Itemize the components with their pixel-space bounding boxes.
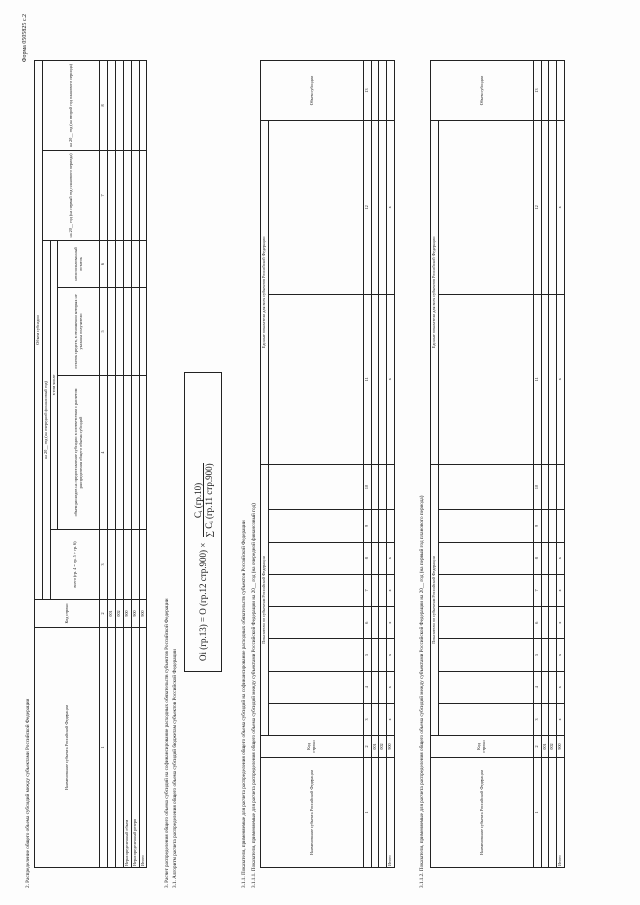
col-num: 9: [363, 510, 371, 542]
row-total: Итого: [139, 628, 147, 868]
col-num: 1: [533, 758, 541, 868]
col-group2: Единые показатели для всех субъектов Российской Федерации: [431, 121, 439, 465]
col-num: 7: [363, 574, 371, 606]
col-code: Код строки: [261, 736, 364, 758]
col-num: 2: [100, 600, 108, 628]
section-3112-title: 3.1.1.2. Показатели, применяемые для расчета распределения общего объема субсидий между субъектами Российской Федерации на 20__ год (на первый год планового периода): [419, 495, 425, 888]
table-row: [549, 61, 557, 868]
table-row: [541, 61, 549, 868]
col-sub1: объем расходов на предоставление субсидии в соответствии с расчетом распределения общего объема субсидий: [58, 376, 100, 530]
row-total: Итого: [557, 758, 565, 868]
col-num: 8: [363, 542, 371, 574]
col-year1: на 20__ год (на очередной финансовый год): [42, 241, 50, 600]
col-num: 9: [533, 510, 541, 542]
col-num: 7: [533, 574, 541, 606]
col-name: Наименование субъекта Российской Федерации: [431, 758, 534, 868]
table-row: [116, 61, 124, 868]
col-group2: Единые показатели для всех субъектов Российской Федерации: [261, 121, 269, 465]
col-num: 4: [100, 376, 108, 530]
col-total-group: Объем субсидии: [35, 61, 43, 600]
col-num: 10: [533, 464, 541, 510]
col-num: 6: [100, 241, 108, 288]
cell-x: x: [387, 542, 395, 574]
row-code: 001: [108, 600, 116, 628]
row-code: 002: [549, 736, 557, 758]
table-row: [557, 61, 565, 868]
col-num: 12: [363, 121, 371, 295]
col-num: 12: [533, 121, 541, 295]
cell-x: x: [557, 542, 565, 574]
col-code: Код строки: [431, 736, 534, 758]
col-num: 4: [533, 671, 541, 703]
row-code: 900: [139, 600, 147, 628]
cell-x: x: [557, 574, 565, 606]
col-group: Показатели по субъектам Российской Федерации: [261, 464, 269, 735]
col-code: Код строки: [35, 600, 100, 628]
section-3111-title: 3.1.1.1. Показатели, применяемые для расчета распределения общего объема субсидий между субъектами Российской Федерации на 20__ год (на очередной финансовый год): [251, 503, 257, 888]
indicators-table-2: [430, 60, 565, 868]
col-num: 3: [100, 530, 108, 600]
row-reserve: Нераспределенный резерв: [131, 628, 139, 868]
row-code: 002: [379, 736, 387, 758]
col-name: Наименование субъекта Российской Федерации: [261, 758, 364, 868]
row-code: 001: [541, 736, 549, 758]
row-total: Итого: [387, 758, 395, 868]
formula-denominator: ∑ Cᵢ (гр.11 стр.900): [204, 463, 215, 538]
col-total: всего (гр. 4 = гр. 5 + гр. 6): [50, 530, 100, 600]
col-num: 2: [533, 736, 541, 758]
col-num: 5: [533, 639, 541, 671]
formula-box: [184, 372, 222, 672]
formula-fraction: [193, 463, 215, 537]
row-code: 900: [123, 600, 131, 628]
form-label: Форма 0505825 с.2: [22, 14, 28, 63]
col-num: 10: [363, 464, 371, 510]
col-num: 13: [533, 61, 541, 121]
col-share: Объем субсидии: [261, 61, 364, 121]
col-group: Показатели по субъектам Российской Федерации: [431, 464, 439, 735]
col-num: 6: [533, 607, 541, 639]
row-code: 002: [116, 600, 124, 628]
cell-x: x: [387, 574, 395, 606]
col-sub3: неиспользованный остаток: [58, 241, 100, 288]
col-num: 13: [363, 61, 371, 121]
col-num: 8: [100, 61, 108, 151]
col-num: 5: [100, 287, 108, 375]
col-num: 3: [533, 703, 541, 735]
rotated-document: [20, 12, 620, 892]
cell-x: x: [557, 607, 565, 639]
table-row: [139, 61, 147, 868]
cell-x: x: [387, 671, 395, 703]
section-311-title: 3.1.1. Показатели, применяемые для расчета распределения общего объема субсидий на софинансирование расходных обязательств субъектов Российской Федерации: [241, 520, 247, 888]
table-row: [108, 61, 116, 868]
table-row: [131, 61, 139, 868]
section-3-title: 3. Расчет распределения общего объема субсидий на софинансирование расходных обязательств субъектов Российской Федерации: [164, 598, 170, 888]
col-num: 3: [363, 703, 371, 735]
cell-x: x: [387, 639, 395, 671]
table-row: [387, 61, 395, 868]
col-year2: на 20__ год (на первый год планового периода): [42, 151, 100, 241]
col-incl: в том числе: [50, 241, 58, 530]
table-row: [123, 61, 131, 868]
row-code: 900: [557, 736, 565, 758]
cell-x: x: [387, 703, 395, 735]
indicators-table-1: [260, 60, 395, 868]
section-31-title: 3.1. Алгоритм расчета распределения общего объема субсидий бюджетам субъектов Российской Федерации: [172, 649, 178, 888]
col-num: 11: [363, 294, 371, 464]
cell-x: x: [387, 294, 395, 464]
col-sub2: остаток средств, в отношении которых не указаны получатели: [58, 287, 100, 375]
col-num: 7: [100, 151, 108, 241]
table-row: [371, 61, 379, 868]
col-num: 8: [533, 542, 541, 574]
section-2-title: 2. Распределение общего объема субсидий между субъектами Российской Федерации: [25, 698, 31, 888]
col-name: Наименование субъекта Российской Федерации: [35, 628, 100, 868]
cell-x: x: [387, 607, 395, 639]
row-code: 001: [371, 736, 379, 758]
cell-x: x: [557, 671, 565, 703]
col-share: Объем субсидии: [431, 61, 534, 121]
col-num: 1: [100, 628, 108, 868]
row-code: 900: [387, 736, 395, 758]
row-code: 900: [131, 600, 139, 628]
row-undistributed: Нераспределенный объем: [123, 628, 131, 868]
col-num: 2: [363, 736, 371, 758]
col-num: 5: [363, 639, 371, 671]
formula-numerator: Cᵢ (гр.10): [193, 463, 204, 537]
cell-x: x: [557, 294, 565, 464]
formula-lhs: Оi (гр.13) = О (гр.12 стр.900) ×: [197, 542, 208, 661]
cell-x: x: [557, 703, 565, 735]
col-num: 11: [533, 294, 541, 464]
table-row: [379, 61, 387, 868]
col-year3: на 20__ год (на второй год планового периода): [42, 61, 100, 151]
col-num: 4: [363, 671, 371, 703]
distribution-table: [34, 60, 147, 868]
cell-x: x: [557, 121, 565, 295]
cell-x: x: [387, 121, 395, 295]
cell-x: x: [557, 639, 565, 671]
col-num: 6: [363, 607, 371, 639]
col-num: 1: [363, 758, 371, 868]
